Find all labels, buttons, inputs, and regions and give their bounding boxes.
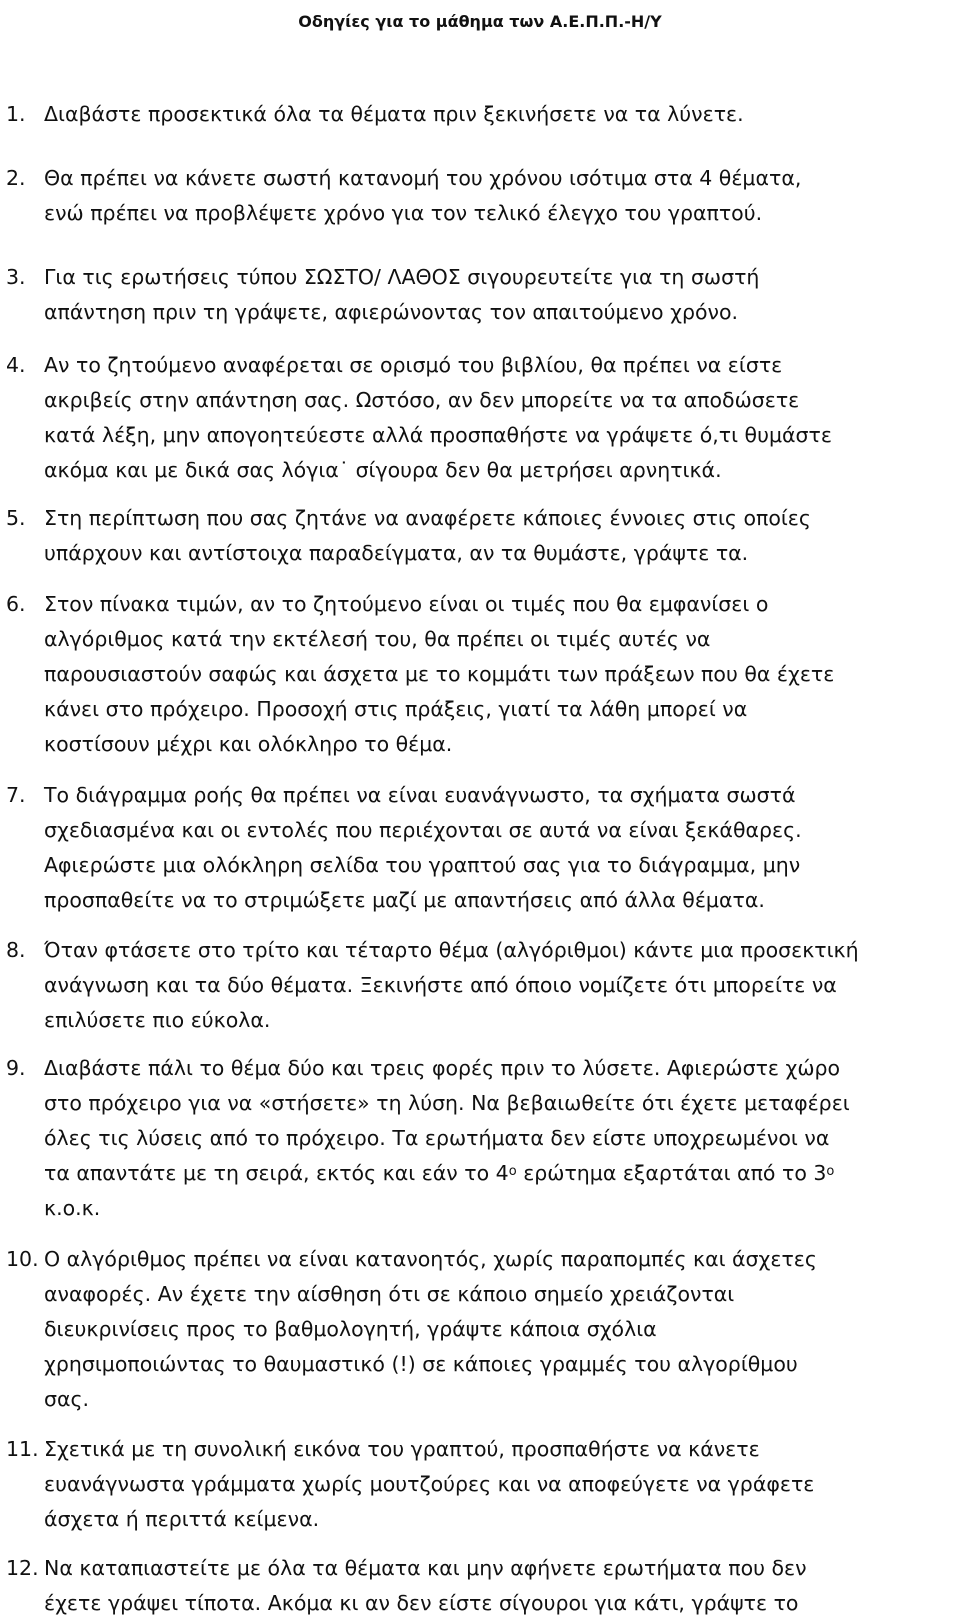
item-text-line: αλγόριθμος κατά την εκτέλεσή του, θα πρέπει οι τιμές αυτές να [44,627,711,651]
item-text-line: προσπαθείτε να το στριμώξετε μαζί με απαντήσεις από άλλα θέματα. [44,888,765,912]
item-number: 3. [6,265,26,289]
item-text-line: ανάγνωση και τα δύο θέματα. Ξεκινήστε από όποιο νομίζετε ότι μπορείτε να [44,973,837,997]
item-number: 6. [6,592,26,616]
item-text-line: Αν το ζητούμενο αναφέρεται σε ορισμό του βιβλίου, θα πρέπει να είστε [44,353,783,377]
item-number: 4. [6,353,26,377]
item-text-line: Το διάγραμμα ροής θα πρέπει να είναι ευανάγνωστο, τα σχήματα σωστά [44,783,796,807]
item-text-line: επιλύσετε πιο εύκολα. [44,1008,271,1032]
item-text-line: διευκρινίσεις προς το βαθμολογητή, γράψτε κάποια σχόλια [44,1317,657,1341]
item-text-line: ακριβείς στην απάντηση σας. Ωστόσο, αν δεν μπορείτε να τα αποδώσετε [44,388,800,412]
item-number: 1. [6,102,26,126]
item-text-line: ευανάγνωστα γράμματα χωρίς μουτζούρες και να αποφεύγετε να γράφετε [44,1472,815,1496]
item-text-line: κάνει στο πρόχειρο. Προσοχή στις πράξεις, γιατί τα λάθη μπορεί να [44,697,748,721]
item-text-line: κατά λέξη, μην απογοητεύεστε αλλά προσπαθήστε να γράψετε ό,τι θυμάστε [44,423,832,447]
item-number: 5. [6,506,26,530]
item-text-line: Σχετικά με τη συνολική εικόνα του γραπτού, προσπαθήστε να κάνετε [44,1437,760,1461]
item-text-line-superscript [44,1156,834,1191]
item-text-line: Ο αλγόριθμος πρέπει να είναι κατανοητός, χωρίς παραπομπές και άσχετες [44,1247,817,1271]
item-text-line: Θα πρέπει να κάνετε σωστή κατανομή του χρόνου ισότιμα στα 4 θέματα, [44,166,802,190]
item-text-line: χρησιμοποιώντας το θαυμαστικό (!) σε κάποιες γραμμές του αλγορίθμου [44,1352,798,1376]
item-text-line: έχετε γράψει τίποτα. Ακόμα κι αν δεν είστε σίγουροι για κάτι, γράψτε το [44,1591,799,1615]
item-number: 8. [6,938,26,962]
item-text-line: στο πρόχειρο για να «στήσετε» τη λύση. Να βεβαιωθείτε ότι έχετε μεταφέρει [44,1091,850,1115]
item-text-line: σχεδιασμένα και οι εντολές που περιέχονται σε αυτά να είναι ξεκάθαρες. [44,818,802,842]
item-text-line: Διαβάστε προσεκτικά όλα τα θέματα πριν ξεκινήσετε να τα λύνετε. [44,102,744,126]
item-text-line: Να καταπιαστείτε με όλα τα θέματα και μην αφήνετε ερωτήματα που δεν [44,1556,807,1580]
item-text-line: Στον πίνακα τιμών, αν το ζητούμενο είναι οι τιμές που θα εμφανίσει ο [44,592,769,616]
superscript: ο [826,1164,835,1179]
item-number: 11. [6,1437,39,1461]
item-text-line: άσχετα ή περιττά κείμενα. [44,1507,320,1531]
item-text-line: Στη περίπτωση που σας ζητάνε να αναφέρετε κάποιες έννοιες στις οποίες [44,506,811,530]
item-number: 2. [6,166,26,190]
item-text-line: σας. [44,1387,90,1411]
item-text-line: παρουσιαστούν σαφώς και άσχετα με το κομμάτι των πράξεων που θα έχετε [44,662,835,686]
text-fragment: τα απαντάτε με τη σειρά, εκτός και εάν το 4 [44,1161,509,1185]
item-number: 10. [6,1247,39,1271]
superscript: ο [508,1164,517,1179]
item-text-line: Για τις ερωτήσεις τύπου ΣΩΣΤΟ/ ΛΑΘΟΣ σιγουρευτείτε για τη σωστή [44,265,760,289]
item-text-line: υπάρχουν και αντίστοιχα παραδείγματα, αν τα θυμάστε, γράψτε τα. [44,541,749,565]
item-text-line: αναφορές. Αν έχετε την αίσθηση ότι σε κάποιο σημείο χρειάζονται [44,1282,735,1306]
item-number: 7. [6,783,26,807]
item-text-line: όλες τις λύσεις από το πρόχειρο. Τα ερωτήματα δεν είστε υποχρεωμένοι να [44,1126,830,1150]
text-fragment: ερώτημα εξαρτάται από το 3 [516,1161,827,1185]
item-text-line: απάντηση πριν τη γράψετε, αφιερώνοντας τον απαιτούμενο χρόνο. [44,300,739,324]
item-text-line: ενώ πρέπει να προβλέψετε χρόνο για τον τελικό έλεγχο του γραπτού. [44,201,763,225]
item-text-line: κοστίσουν μέχρι και ολόκληρο το θέμα. [44,732,453,756]
item-text-line: ακόμα και με δικά σας λόγια˙ σίγουρα δεν θα μετρήσει αρνητικά. [44,458,722,482]
item-number: 9. [6,1056,26,1080]
item-text-line: Όταν φτάσετε στο τρίτο και τέταρτο θέμα (αλγόριθμοι) κάντε μια προσεκτική [44,938,859,962]
page-title: Οδηγίες για το μάθημα των Α.Ε.Π.Π.-Η/Υ [298,12,662,31]
item-text-line: Αφιερώστε μια ολόκληρη σελίδα του γραπτού σας για το διάγραμμα, μην [44,853,801,877]
item-text-line: κ.ο.κ. [44,1196,101,1220]
item-number: 12. [6,1556,39,1580]
item-text-line: Διαβάστε πάλι το θέμα δύο και τρεις φορές πριν το λύσετε. Αφιερώστε χώρο [44,1056,841,1080]
